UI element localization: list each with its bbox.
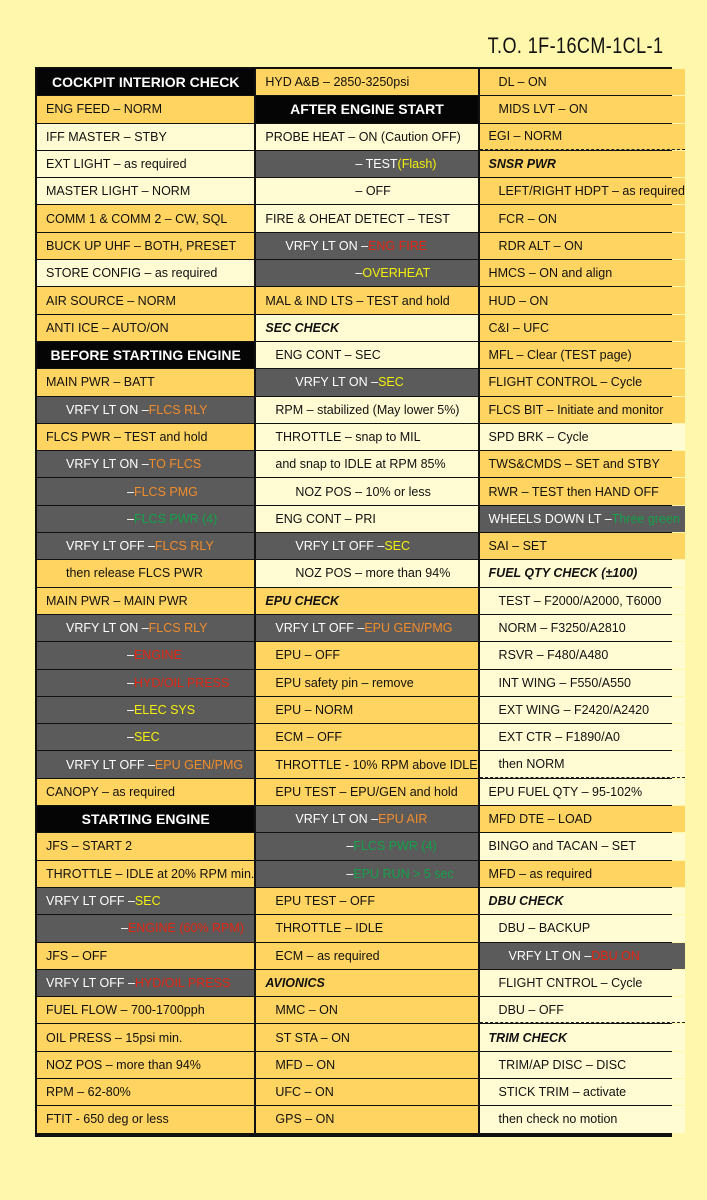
section-header [37,69,254,95]
item-text: TRIM/AP DISC – DISC [498,1057,627,1072]
checklist-item [37,724,254,750]
checklist-item [256,424,477,450]
section-title: AVIONICS [265,975,325,990]
checklist-item [480,697,685,723]
item-text: FLCS BIT – Initiate and monitor [488,402,664,417]
warning-light-label: SEC [133,730,160,745]
item-text: MFD – ON [275,1057,336,1072]
item-text: GPS – ON [275,1112,335,1127]
item-text: ANTI ICE – AUTO/ON [46,320,169,335]
checklist-item [256,69,477,95]
checklist-item [37,124,254,150]
checklist-item [480,588,685,614]
checklist-item [480,642,685,668]
item-text: TEST – F2000/A2000, T6000 [498,593,662,608]
item-text: NORM – F3250/A2810 [498,621,626,636]
checklist-item [256,1024,477,1050]
section-title: SNSR PWR [488,157,556,172]
item-text: MASTER LIGHT – NORM [46,184,191,199]
item-text: FCR – ON [498,211,557,226]
checklist-item [256,178,477,204]
item-text: VRFY LT OFF – [46,894,135,909]
warning-light-label: FLCS PWR (4) [133,511,218,526]
checklist-item [480,1079,685,1105]
checklist-item [480,287,685,313]
section-title: DBU CHECK [488,894,564,909]
checklist-item [256,779,477,805]
section-title: TRIM CHECK [488,1030,568,1045]
checklist-item [37,670,254,696]
item-text: SAI – SET [488,539,547,554]
item-text: RSVR – F480/A480 [498,648,609,663]
checklist-item [256,888,477,914]
item-text: THROTTLE – IDLE [275,921,384,936]
checklist-item [480,779,685,805]
warning-light-label: HYD/OIL PRESS [133,675,230,690]
section-title: BEFORE STARTING ENGINE [50,347,241,364]
item-text: VRFY LT ON – [295,375,379,390]
item-text: VRFY LT OFF – [275,621,365,636]
checklist-item [37,1024,254,1050]
item-text: TWS&CMDS – SET and STBY [488,457,660,472]
item-text: FIRE & OHEAT DETECT – TEST [265,211,450,226]
item-text: BINGO and TACAN – SET [488,839,637,854]
item-text: IFF MASTER – STBY [46,129,167,144]
item-text: HUD – ON [488,293,549,308]
warning-light-label: SEC [378,375,404,390]
checklist-item [256,233,477,259]
checklist-item [480,615,685,641]
item-text: VRFY LT OFF – [295,539,385,554]
item-text: AIR SOURCE – NORM [46,293,176,308]
checklist-item [480,69,685,95]
item-text: RDR ALT – ON [498,238,583,253]
checklist-item [480,205,685,231]
item-text: MAIN PWR – MAIN PWR [46,593,188,608]
checklist-item [37,779,254,805]
checklist-item [256,124,477,150]
checklist-item [256,1106,477,1132]
checklist-item [37,287,254,313]
item-text: EGI – NORM [488,129,563,144]
item-text: RPM – stabilized (May lower 5%) [275,402,460,417]
warning-light-label: SEC [384,539,411,554]
checklist-item [37,451,254,477]
item-text: NOZ POS – more than 94% [46,1057,201,1072]
item-text: DBU – OFF [498,1002,564,1017]
item-text: RWR – TEST then HAND OFF [488,484,659,499]
checklist-item [480,833,685,859]
checklist-item [480,1052,685,1078]
section-header [256,315,477,341]
warning-light-label: FLCS RLY [148,621,208,636]
section-header [256,588,477,614]
item-text: FLIGHT CONTROL – Cycle [488,375,643,390]
checklist-item [480,369,685,395]
item-text: EPU – NORM [275,702,354,717]
item-text: VRFY LT ON – [285,238,369,253]
checklist-item [480,260,685,286]
item-text: – [127,648,134,663]
item-text: EXT WING – F2420/A2420 [498,702,650,717]
item-text: ECM – as required [275,948,380,963]
warning-light-label: (Flash) [397,157,437,172]
item-text: EPU FUEL QTY – 95-102% [488,784,643,799]
item-text: HYD A&B – 2850-3250psi [265,75,410,90]
checklist-item [37,205,254,231]
item-text: CANOPY – as required [46,784,175,799]
section-title: EPU CHECK [265,593,340,608]
item-text: FTIT - 650 deg or less [46,1112,169,1127]
checklist-item [37,833,254,859]
item-text: HMCS – ON and align [488,266,613,281]
item-text: THROTTLE – IDLE at 20% RPM min. [46,866,255,881]
item-text: JFS – START 2 [46,839,133,854]
checklist-item [37,397,254,423]
checklist-item [37,615,254,641]
checklist-item [256,151,477,177]
checklist-item [256,751,477,777]
checklist-item [256,943,477,969]
checklist-item [256,287,477,313]
item-text: MAL & IND LTS – TEST and hold [265,293,450,308]
section-title: FUEL QTY CHECK (±100) [488,566,638,581]
document-id: T.O. 1F-16CM-1CL-1 [487,33,663,58]
item-text: UFC – ON [275,1085,334,1100]
warning-light-label: SEC [134,894,161,909]
warning-light-label: EPU GEN/PMG [154,757,244,772]
checklist-item [256,670,477,696]
checklist-item [480,315,685,341]
item-text: MAIN PWR – BATT [46,375,155,390]
warning-light-label: EPU AIR [378,812,428,827]
checklist-item [256,451,477,477]
warning-light-label: FLCS PWR (4) [353,839,437,854]
item-text: BUCK UP UHF – BOTH, PRESET [46,238,237,253]
item-text: VRFY LT ON – [66,402,149,417]
checklist-item [256,506,477,532]
checklist-item [480,1106,685,1132]
checklist-item [256,615,477,641]
warning-light-label: TO FLCS [148,457,202,472]
checklist-item [256,833,477,859]
checklist-item [256,1079,477,1105]
warning-light-label: FLCS RLY [154,539,214,554]
checklist-item [256,861,477,887]
checklist-item [37,1106,254,1132]
checklist-item [37,588,254,614]
checklist-item [256,724,477,750]
item-text: – [127,484,134,499]
checklist-item [480,424,685,450]
checklist-item [480,506,685,532]
checklist-item [256,1052,477,1078]
warning-light-label: ENGINE (60% RPM) [127,921,244,936]
item-text: MIDS LVT – ON [498,102,588,117]
section-header [256,96,477,122]
checklist-item [480,124,685,150]
checklist-item [37,697,254,723]
warning-light-label: ENGINE [133,648,182,663]
section-title: AFTER ENGINE START [290,101,444,118]
item-text: – [121,921,128,936]
item-text: FUEL FLOW – 700-1700pph [46,1003,205,1018]
item-text: – [127,675,134,690]
section-header [37,806,254,832]
item-text: NOZ POS – 10% or less [295,484,431,499]
warning-light-label: DBU ON [591,948,640,963]
warning-light-label: EPU GEN/PMG [364,621,453,636]
checklist-item [37,151,254,177]
section-title: COCKPIT INTERIOR CHECK [51,74,240,91]
checklist-column-2 [256,69,477,1135]
checklist-item [256,397,477,423]
section-header [256,970,477,996]
item-text: – [127,702,134,717]
warning-light-label: HYD/OIL PRESS [134,975,231,990]
checklist-item [256,478,477,504]
checklist-item [480,478,685,504]
item-text: VRFY LT ON – [66,621,149,636]
item-text: WHEELS DOWN LT – [488,511,612,526]
item-text: FLCS PWR – TEST and hold [46,430,208,444]
item-text: THROTTLE - 10% RPM above IDLE [275,757,478,772]
checklist-item [480,96,685,122]
checklist-board [35,67,685,1137]
checklist-item [37,233,254,259]
item-text: NOZ POS – more than 94% [295,566,451,581]
item-text: – [127,730,134,745]
section-header [480,151,685,177]
item-text: STORE CONFIG – as required [46,266,218,281]
item-text: ECM – OFF [275,730,343,745]
item-text: VRFY LT ON – [508,948,592,963]
item-text: ENG CONT – PRI [275,511,376,526]
item-text: VRFY LT ON – [295,812,379,827]
checklist-item [37,642,254,668]
item-text: STICK TRIM – activate [498,1085,627,1100]
checklist-item [37,424,254,450]
item-text: EPU TEST – OFF [275,894,375,909]
checklist-item [256,533,477,559]
item-text: EPU TEST – EPU/GEN and hold [275,784,458,799]
warning-light-label: FLCS RLY [148,402,208,417]
checklist-item [37,533,254,559]
checklist-item [480,451,685,477]
checklist-item [256,205,477,231]
checklist-item [480,724,685,750]
checklist-item [480,997,685,1023]
section-title: STARTING ENGINE [81,811,210,828]
checklist-item [37,315,254,341]
item-text: VRFY LT OFF – [46,975,135,990]
item-text: OIL PRESS – 15psi min. [46,1030,183,1045]
checklist-item [37,96,254,122]
checklist-item [37,560,254,586]
checklist-item [37,478,254,504]
checklist-item [37,369,254,395]
warning-light-label: FLCS PMG [133,484,198,499]
item-text: – [127,511,134,526]
section-header [480,1024,685,1050]
checklist-item [480,342,685,368]
checklist-item [480,861,685,887]
section-header [37,342,254,368]
checklist-item [480,751,685,777]
checklist-item [37,1079,254,1105]
item-text: VRFY LT OFF – [66,539,155,554]
checklist-item [480,178,685,204]
checklist-item [37,943,254,969]
item-text: – OFF [355,184,391,199]
item-text: and snap to IDLE at RPM 85% [275,457,446,472]
checklist-item [256,697,477,723]
warning-light-label: EPU RUN > 5 sec [353,866,454,881]
checklist-item [37,260,254,286]
item-text: ST STA – ON [275,1030,350,1045]
item-text: SPD BRK – Cycle [488,430,589,444]
checklist-item [256,642,477,668]
item-text: – [346,866,354,881]
checklist-item [256,806,477,832]
checklist-item [480,943,685,969]
item-text: LEFT/RIGHT HDPT – as required [498,184,685,199]
checklist-item [480,970,685,996]
checklist-item [37,888,254,914]
item-text: COMM 1 & COMM 2 – CW, SQL [46,211,228,226]
item-text: then release FLCS PWR [66,566,203,581]
item-text: – [355,266,363,281]
item-text: PROBE HEAT – ON (Caution OFF) [265,129,461,144]
checklist-item [37,506,254,532]
checklist-item [480,397,685,423]
item-text: EXT CTR – F1890/A0 [498,730,620,745]
checklist-item [256,560,477,586]
item-text: MFD DTE – LOAD [488,812,593,827]
item-text: THROTTLE – snap to MIL [275,430,421,444]
checklist-item [480,806,685,832]
item-text: VRFY LT OFF – [66,757,155,772]
item-text: EPU safety pin – remove [275,675,414,690]
warning-light-label: Three green [611,511,680,526]
item-text: EPU – OFF [275,648,340,663]
checklist-item [37,915,254,941]
item-text: then check no motion [498,1112,618,1127]
item-text: RPM – 62-80% [46,1085,131,1100]
item-text: MMC – ON [275,1003,338,1018]
checklist-column-1 [37,69,254,1135]
checklist-item [37,751,254,777]
checklist-item [256,260,477,286]
warning-light-label: ELEC SYS [133,702,196,717]
checklist-item [480,670,685,696]
checklist-item [480,233,685,259]
section-header [480,888,685,914]
item-text: INT WING – F550/A550 [498,675,632,690]
item-text: EXT LIGHT – as required [46,157,187,172]
item-text: C&I – UFC [488,320,549,335]
item-text: VRFY LT ON – [66,457,149,472]
checklist-item [256,369,477,395]
item-text: MFD – as required [488,866,593,881]
section-title: SEC CHECK [265,320,340,335]
checklist-item [37,970,254,996]
checklist-item [480,915,685,941]
checklist-column-3 [480,69,685,1135]
checklist-item [256,915,477,941]
item-text: – TEST [355,157,398,172]
checklist-item [37,1052,254,1078]
item-text: ENG CONT – SEC [275,348,381,363]
item-text: FLIGHT CNTROL – Cycle [498,975,643,990]
warning-light-label: ENG FIRE [368,238,428,253]
checklist-item [37,178,254,204]
item-text: JFS – OFF [46,948,108,963]
checklist-item [37,861,254,887]
checklist-item [37,997,254,1023]
checklist-item [480,533,685,559]
checklist-item [256,997,477,1023]
checklist-item [256,342,477,368]
item-text: – [346,839,354,854]
item-text: MFL – Clear (TEST page) [488,348,632,363]
item-text: then NORM [498,757,565,772]
warning-light-label: OVERHEAT [362,266,431,281]
item-text: DL – ON [498,75,547,90]
section-header [480,560,685,586]
item-text: ENG FEED – NORM [46,102,162,117]
item-text: DBU – BACKUP [498,921,591,936]
